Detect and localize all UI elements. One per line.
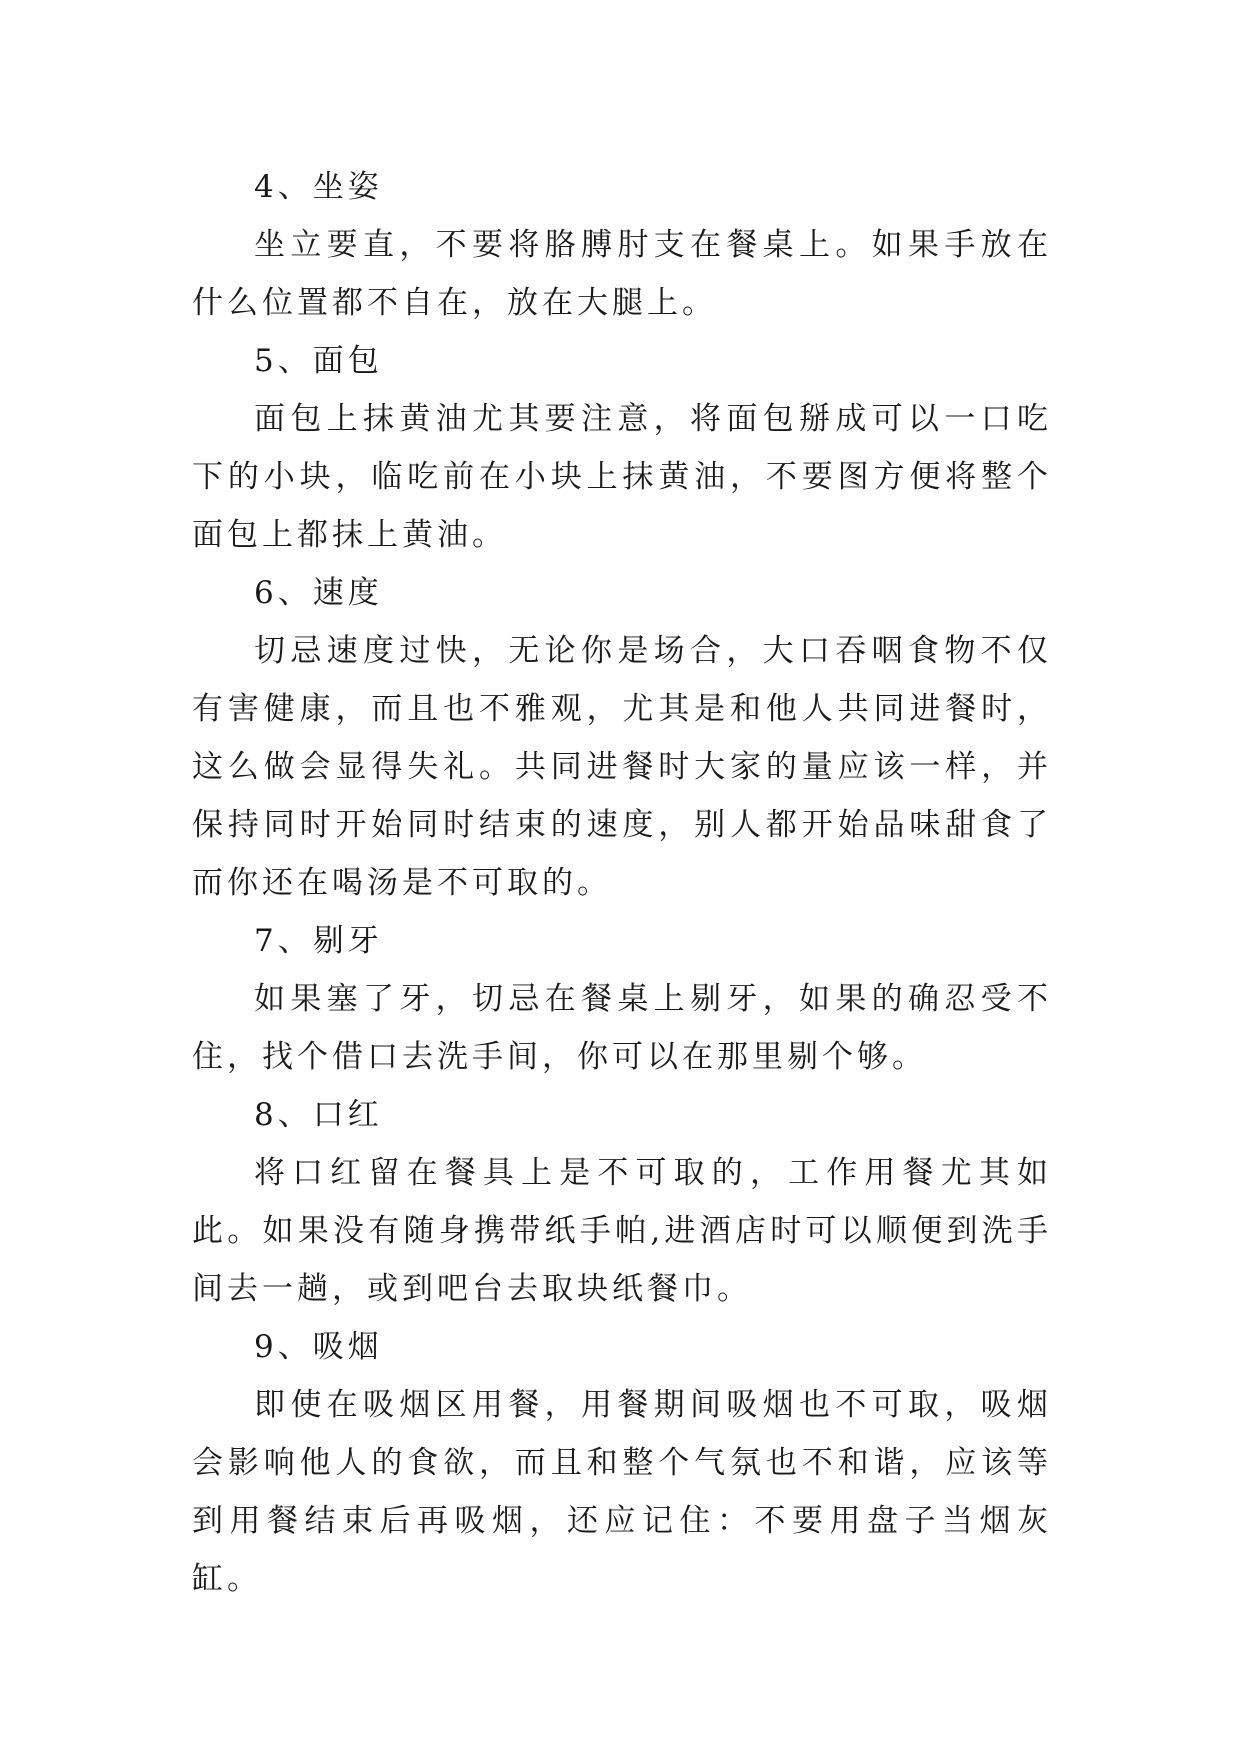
section-heading-toothpick: 7、剔牙: [254, 923, 383, 959]
section-text-lipstick: 将口红留在餐具上是不可取的，工作用餐尤其如此。如果没有随身携带纸手帕,进酒店时可以顺便到洗手间去一趟，或到吧台去取块纸餐巾。: [192, 1155, 1052, 1307]
section-text-toothpick: 如果塞了牙，切忌在餐桌上剔牙，如果的确忍受不住，找个借口去洗手间，你可以在那里剔个够。: [192, 981, 1052, 1075]
section-heading-speed: 6、速度: [254, 575, 383, 611]
section-text-smoking: 即使在吸烟区用餐，用餐期间吸烟也不可取，吸烟会影响他人的食欲，而且和整个气氛也不和谐，应该等到用餐结束后再吸烟，还应记住：不要用盘子当烟灰缸。: [192, 1387, 1052, 1597]
section-text-sitting: 坐立要直，不要将胳膊肘支在餐桌上。如果手放在什么位置都不自在，放在大腿上。: [192, 227, 1052, 321]
section-heading-bread: 5、面包: [254, 343, 383, 379]
section-text-speed: 切忌速度过快，无论你是场合，大口吞咽食物不仅有害健康，而且也不雅观，尤其是和他人共同进餐时，这么做会显得失礼。共同进餐时大家的量应该一样，并保持同时开始同时结束的速度，别人都开始品味甜食了而你还在喝汤是不可取的。: [192, 633, 1052, 901]
section-heading-lipstick: 8、口红: [254, 1097, 383, 1133]
section-heading-sitting: 4、坐姿: [254, 169, 383, 205]
section-text-bread: 面包上抹黄油尤其要注意，将面包掰成可以一口吃下的小块，临吃前在小块上抹黄油，不要图方便将整个面包上都抹上黄油。: [192, 401, 1052, 553]
section-heading-smoking: 9、吸烟: [254, 1329, 383, 1365]
document-body: [192, 158, 1052, 1608]
